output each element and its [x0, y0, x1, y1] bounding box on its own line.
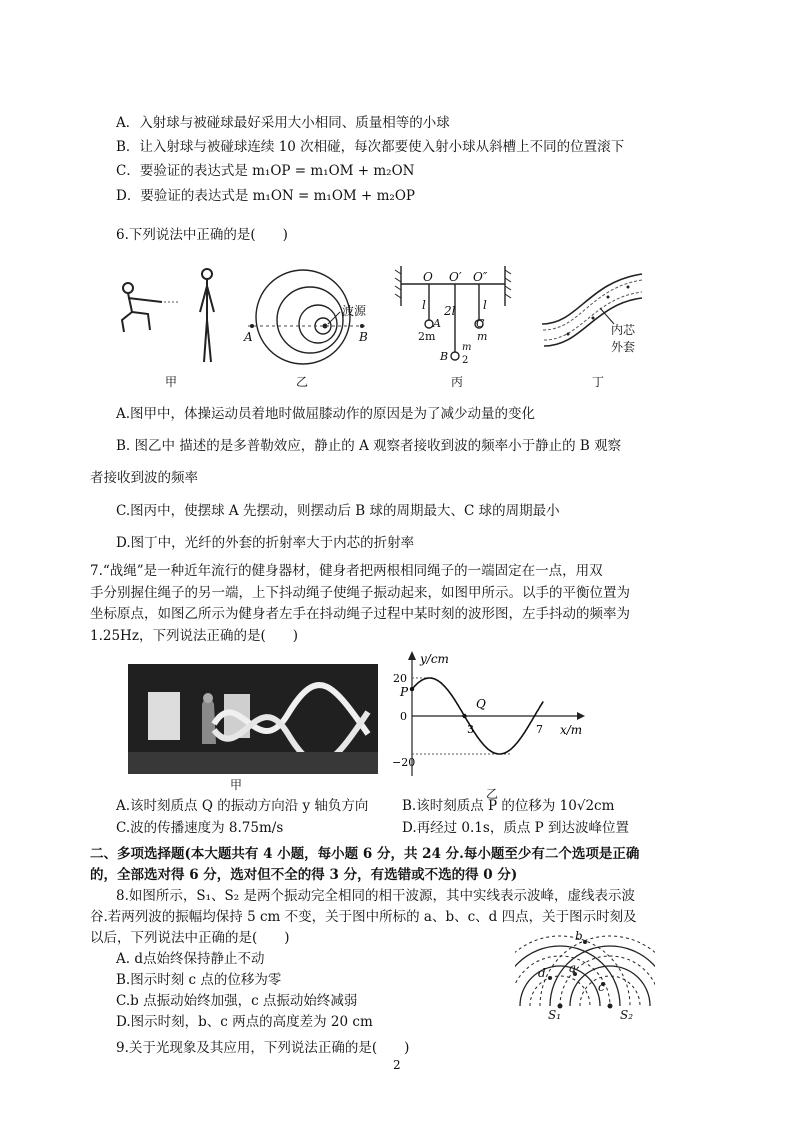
- source-s2-label: S₂: [620, 1008, 634, 1022]
- ball-c-label: C: [476, 317, 485, 330]
- q8-option-a: A. d点始终保持静止不动: [116, 951, 265, 967]
- q8-option-b: B.图示时刻 c 点的位移为零: [116, 972, 282, 988]
- x-axis-arrow: [577, 712, 585, 720]
- q8-stem-line1: 8.如图所示，S₁、S₂ 是两个振动完全相同的相干波源，其中实线表示波峰，虚线表示波: [116, 888, 635, 904]
- q5-option-b: B．让入射球与被碰球连续 10 次相碰，每次都要使入射小球从斜槽上不同的位置滚下: [116, 139, 625, 155]
- point-p-marker: [410, 687, 414, 691]
- ball-b-mass-num: m: [462, 342, 472, 353]
- x-axis-label: x/m: [560, 723, 583, 737]
- ball-b-label: B: [440, 350, 449, 363]
- length-l-a: l: [422, 298, 426, 312]
- q7-stem-line3: 坐标原点，如图乙所示为健身者左手在抖动绳子过程中某时刻的波形图，左手抖动的频率为: [90, 606, 630, 622]
- y-axis-label: y/cm: [420, 652, 449, 666]
- pivot-o2-label: O″: [473, 270, 488, 284]
- q6-caption-yi: 乙: [296, 375, 309, 389]
- q5-option-a: A．入射球与被碰球最好采用大小相同、质量相等的小球: [116, 115, 450, 131]
- point-p-label: P: [400, 685, 409, 699]
- q8-option-c: C.b 点振动始终加强，c 点振动始终减弱: [116, 993, 358, 1009]
- ball-a-label: A: [433, 317, 441, 330]
- ball-c-mass: m: [477, 330, 488, 343]
- x-tick-3: 3: [467, 723, 474, 736]
- q6-figure-ding: [538, 262, 648, 372]
- q6-caption-jia: 甲: [165, 375, 178, 389]
- ball-a-mass: 2m: [418, 330, 436, 343]
- q7-caption-jia: 甲: [230, 778, 243, 792]
- q8-stem-line3: 以后，下列说法中正确的是( ): [90, 930, 290, 946]
- source-s1-label: S₁: [548, 1008, 562, 1022]
- length-2l-b: 2l: [444, 304, 456, 318]
- q6-caption-bing: 丙: [451, 375, 464, 389]
- q6-figure-jia: [110, 262, 230, 372]
- point-a-label: a: [569, 961, 577, 975]
- q6-caption-ding: 丁: [592, 375, 605, 389]
- y-axis-arrow: [408, 651, 416, 660]
- q6-option-d: D.图丁中，光纤的外套的折射率大于内芯的折射率: [116, 535, 415, 551]
- q7-stem-line2: 手分别握住绳子的另一端，上下抖动绳子使绳子振动起来，如图甲所示。以手的平衡位置为: [90, 585, 630, 601]
- q6-option-b-line1: B. 图乙中 描述的是多普勒效应，静止的 A 观察者接收到波的频率小于静止的 B 观察: [116, 438, 622, 454]
- q7-caption-yi: 乙: [486, 787, 499, 801]
- observer-b-label: B: [359, 330, 368, 344]
- fiber-cladding-label: 外套: [611, 340, 636, 354]
- y-tick-0: 0: [400, 710, 407, 723]
- q6-option-b-line2: 者接收到波的频率: [90, 470, 198, 486]
- q7-option-c: C.波的传播速度为 8.75m/s: [116, 820, 284, 836]
- q7-option-d: D.再经过 0.1s，质点 P 到达波峰位置: [402, 820, 629, 836]
- q7-wave-chart: [392, 648, 592, 783]
- point-b-label: b: [575, 929, 583, 943]
- q7-option-a: A.该时刻质点 Q 的振动方向沿 y 轴负方向: [116, 798, 369, 814]
- q7-option-b: B.该时刻质点 P 的位移为 10√2cm: [402, 798, 615, 814]
- q8-stem-line2: 谷.若两列波的振幅均保持 5 cm 不变，关于图中所标的 a、b、c、d 四点，关于图示时刻及: [90, 909, 637, 925]
- page-number: 2: [393, 1058, 401, 1072]
- point-q-marker: [462, 714, 466, 718]
- q7-stem-line1: 7.“战绳”是一种近年流行的健身器材，健身者把两根相同绳子的一端固定在一点，用双: [90, 563, 603, 579]
- q8-option-d: D.图示时刻，b、c 两点的高度差为 20 cm: [116, 1014, 373, 1030]
- y-tick-neg20: −20: [392, 756, 416, 769]
- section2-heading-line1: 二、多项选择题(本大题共有 4 小题，每小题 6 分，共 24 分.每小题至少有二个选项是正确: [90, 846, 640, 862]
- fiber-core-label: 内芯: [611, 323, 636, 337]
- ball-b-mass-den: 2: [462, 355, 469, 366]
- q6-option-a: A.图甲中，体操运动员着地时做屈膝动作的原因是为了减少动量的变化: [116, 406, 536, 422]
- point-d-label: d: [538, 966, 546, 980]
- section2-heading-line2: 的，全部选对得 6 分，选对但不全的得 3 分，有选错或不选的得 0 分): [90, 867, 518, 883]
- length-l-c: l: [483, 298, 487, 312]
- point-c-label: c: [598, 980, 605, 994]
- pivot-o1-label: O′: [449, 270, 462, 284]
- q6-stem: 6.下列说法中正确的是( ): [116, 227, 288, 243]
- q5-option-c: C．要验证的表达式是 m₁OP = m₁OM + m₂ON: [116, 163, 415, 179]
- point-q-label: Q: [476, 697, 486, 711]
- wave-source-label: 波源: [342, 304, 367, 318]
- q8-interference-figure: [515, 922, 655, 1032]
- q7-stem-line4: 1.25Hz，下列说法正确的是( ): [90, 628, 298, 644]
- q9-stem: 9.关于光现象及其应用，下列说法正确的是( ): [116, 1040, 410, 1056]
- observer-a-label: A: [244, 330, 253, 344]
- x-tick-7: 7: [536, 723, 543, 736]
- q6-option-c: C.图丙中，使摆球 A 先摆动，则摆动后 B 球的周期最大、C 球的周期最小: [116, 503, 560, 519]
- q5-option-d: D．要验证的表达式是 m₁ON = m₁OM + m₂OP: [116, 188, 415, 204]
- y-tick-20: 20: [393, 672, 407, 685]
- pivot-o-label: O: [423, 270, 433, 284]
- battle-rope-photo: [128, 664, 378, 774]
